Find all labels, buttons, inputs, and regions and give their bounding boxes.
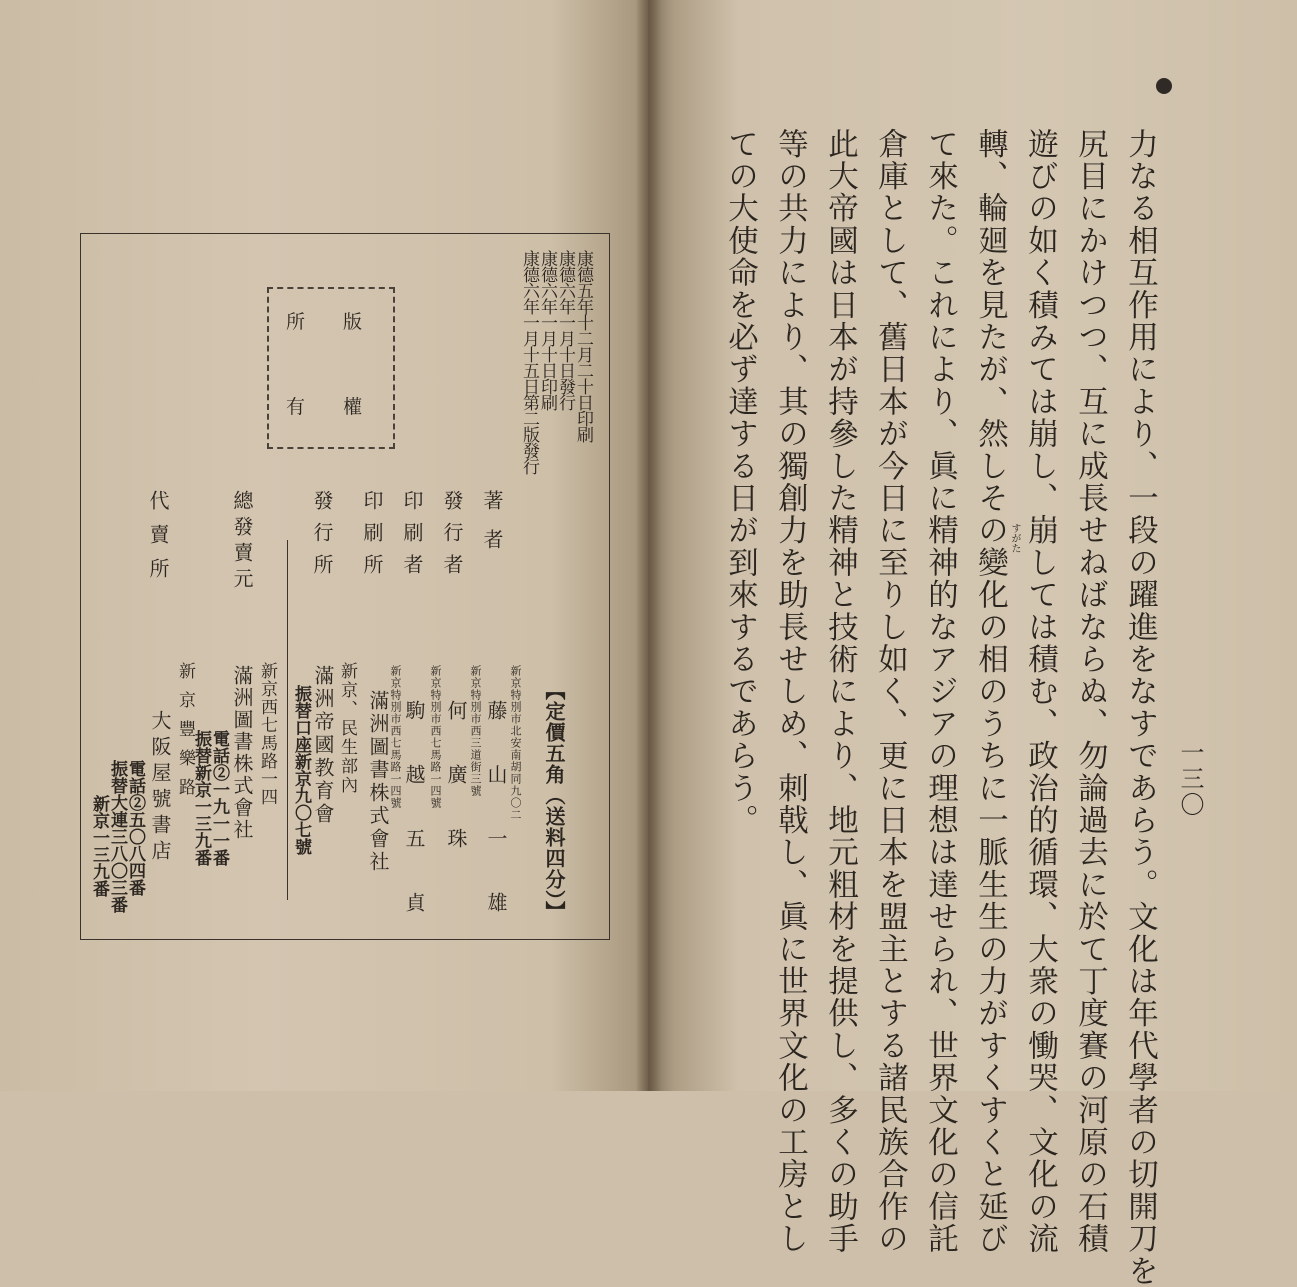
ink-dot <box>1156 78 1172 94</box>
role-author: 著者 <box>480 490 504 568</box>
distributor-address: 新京西七馬路一四 <box>257 662 277 806</box>
publisher-address: 新京特別市西三道街三號 <box>469 665 482 797</box>
printer-name: 駒越五貞 <box>402 700 426 956</box>
publisher-name: 何廣珠 <box>444 700 468 892</box>
date-line-2: 康德六年一月十日發行 <box>555 250 575 410</box>
stamp-char-3: 所 <box>286 311 306 333</box>
printing-office-name: 滿洲圖書株式會社 <box>366 690 390 874</box>
publishing-office-address: 新京、民生部內 <box>337 662 357 795</box>
role-printing-office: 印刷所 <box>360 490 384 586</box>
sales-agent-phone: 電話②五〇八四番 <box>125 760 145 896</box>
book-gutter <box>636 0 662 1091</box>
role-general-distributor: 總發賣元 <box>230 490 254 594</box>
price: 【定價五角（送料四分）】 <box>542 680 566 922</box>
sales-agent-address: 新京豐樂路 <box>175 662 195 807</box>
date-line-1: 康德五年十二月二十日印刷 <box>573 250 593 442</box>
body-line-4: 轉、輪廻を見たが、然しその變化の相のうちに一脈生生の力がすくすくと延び <box>972 128 1008 1255</box>
stamp-char-2: 權 <box>343 396 363 418</box>
distributor-account: 振替新京一三九番 <box>191 730 211 866</box>
stamp-char-1: 版 <box>343 311 363 333</box>
ruby-annotation: すがた <box>1009 523 1020 553</box>
stamp-char-4: 有 <box>286 396 306 418</box>
role-sales-agent: 代賣所 <box>146 490 170 592</box>
publishing-office-name: 滿洲帝國教育會 <box>311 665 335 826</box>
role-publisher: 發行者 <box>440 490 464 586</box>
distributor-phone: 電話②一九一一番 <box>209 730 229 866</box>
body-line-3: 遊びの如く積みては崩し、崩しては積む、政治的循環、大衆の慟哭、文化の流 <box>1022 128 1058 1255</box>
body-line-8: 等の共力により、其の獨創力を助長せしめ、刺戟し、眞に世界文化の工房とし <box>772 128 808 1255</box>
body-line-1: 力なる相互作用により、一段の躍進をなすであらう。文化は年代學者の切開刀を <box>1122 128 1158 1287</box>
author-name: 藤山一雄 <box>484 700 508 956</box>
sales-agent-account-2: 新京一三九番 <box>89 795 109 897</box>
body-line-2: 尻目にかけつつ、互に成長せねばならぬ、勿論過去に於て丁度賽の河原の石積 <box>1072 128 1108 1255</box>
date-line-3: 康德六年一月十日印刷 <box>537 250 557 410</box>
printer-address: 新京特別市西七馬路一四號 <box>429 665 442 809</box>
sales-agent-account-1: 振替大連三八〇三番 <box>107 760 127 913</box>
page-number: 一三〇 <box>1176 740 1204 818</box>
distributor-name: 滿洲圖書株式會社 <box>230 665 254 841</box>
body-line-6: 倉庫として、舊日本が今日に至りし如く、更に日本を盟主とする諸民族合作の <box>872 128 908 1255</box>
date-line-4: 康德六年一月十五日第二版發行 <box>519 250 539 474</box>
author-address: 新京特別市北安南胡同九〇二 <box>509 665 522 821</box>
divider-line <box>287 540 288 900</box>
body-line-9: ての大使命を必ず達する日が到來するであらう。 <box>722 128 758 837</box>
sales-agent-name: 大阪屋號書店 <box>148 710 172 866</box>
body-line-5: て來た。これにより、眞に精神的なアジアの理想は達せられ、世界文化の信託 <box>922 128 958 1255</box>
publishing-office-account: 振替口座新京九〇七號 <box>291 685 311 855</box>
role-publishing-office: 發行所 <box>310 490 334 586</box>
body-line-7: 此大帝國は日本が持參した精神と技術により、地元粗材を提供し、多くの助手 <box>822 128 858 1255</box>
printing-office-address: 新京特別市西七馬路一四號 <box>389 665 402 809</box>
role-printer: 印刷者 <box>400 490 424 586</box>
